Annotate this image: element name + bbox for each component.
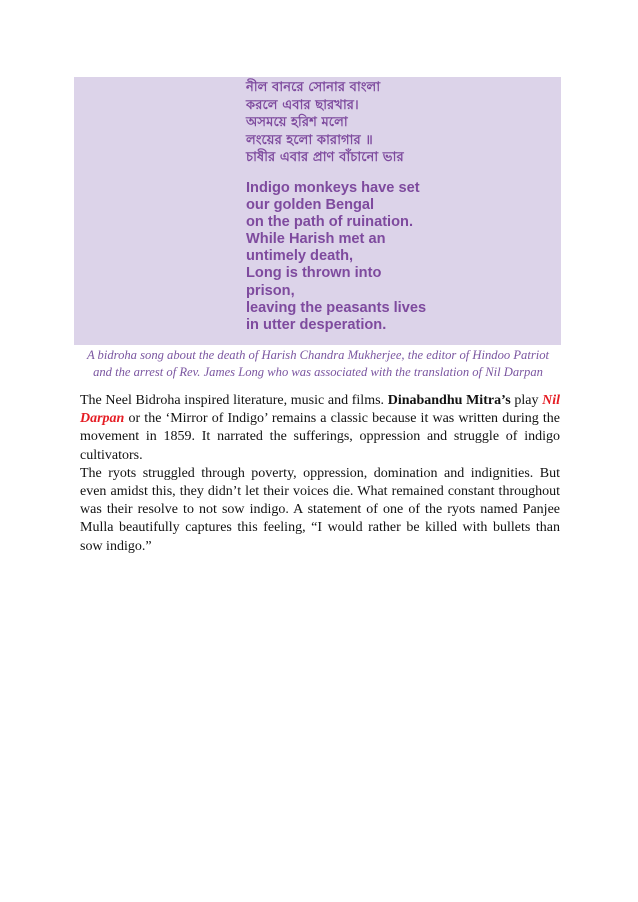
song-line: Indigo monkeys have set (246, 179, 420, 196)
song-line: our golden Bengal (246, 197, 375, 214)
song-lyrics (246, 79, 426, 334)
article-body (80, 392, 560, 556)
paragraph-text: play (510, 393, 543, 408)
song-line: prison, (246, 282, 295, 299)
figure-caption (68, 347, 568, 381)
song-line: নীল বানরে সোনার বাংলা (246, 80, 381, 95)
caption-line: A bidroha song about the death of Harish Chandra Mukherjee, the editor of Hindoo Patriot (86, 348, 550, 362)
paragraph-text: or the ‘Mirror of Indigo’ remains a classic because it was written during the movement in 1859. It narrated the sufferings, oppression and struggle of indigo cultivators. (80, 411, 560, 463)
song-line: করলে এবার ছারখার। (246, 97, 359, 113)
song-line: অসময়ে হরিশ মলো (246, 115, 348, 131)
song-line: Long is thrown into (246, 265, 382, 282)
paragraph-text: The Neel Bidroha inspired literature, music and films. (80, 393, 388, 408)
paragraph: The ryots struggled through poverty, oppression, domination and indignities. But even amidst this, they didn’t let their voices die. What remained constant throughout was their resolve to not sow indigo. A statement of one of the ryots named Panjee Mulla beautifully captures this feeling, “I would rather be killed with bullets than sow indigo.” (80, 465, 560, 554)
song-line: untimely death, (246, 248, 354, 265)
play-title: Nil Darpan (80, 393, 561, 427)
song-line: While Harish met an (246, 231, 386, 248)
song-line: in utter desperation. (246, 316, 387, 333)
caption-line: and the arrest of Rev. James Long who was associated with the translation of Nil Darpan (93, 365, 543, 379)
song-line: লংয়ের হলো কারাগার ॥ (246, 132, 373, 148)
author-name: Dinabandhu Mitra’s (387, 393, 511, 408)
song-line: on the path of ruination. (246, 214, 413, 231)
paragraph (80, 392, 560, 465)
song-image-panel (74, 77, 561, 345)
stanza-gap (246, 167, 426, 180)
song-line: leaving the peasants lives (246, 299, 427, 316)
song-line: চাষীর এবার প্রাণ বাঁচানো ভার (246, 150, 404, 166)
